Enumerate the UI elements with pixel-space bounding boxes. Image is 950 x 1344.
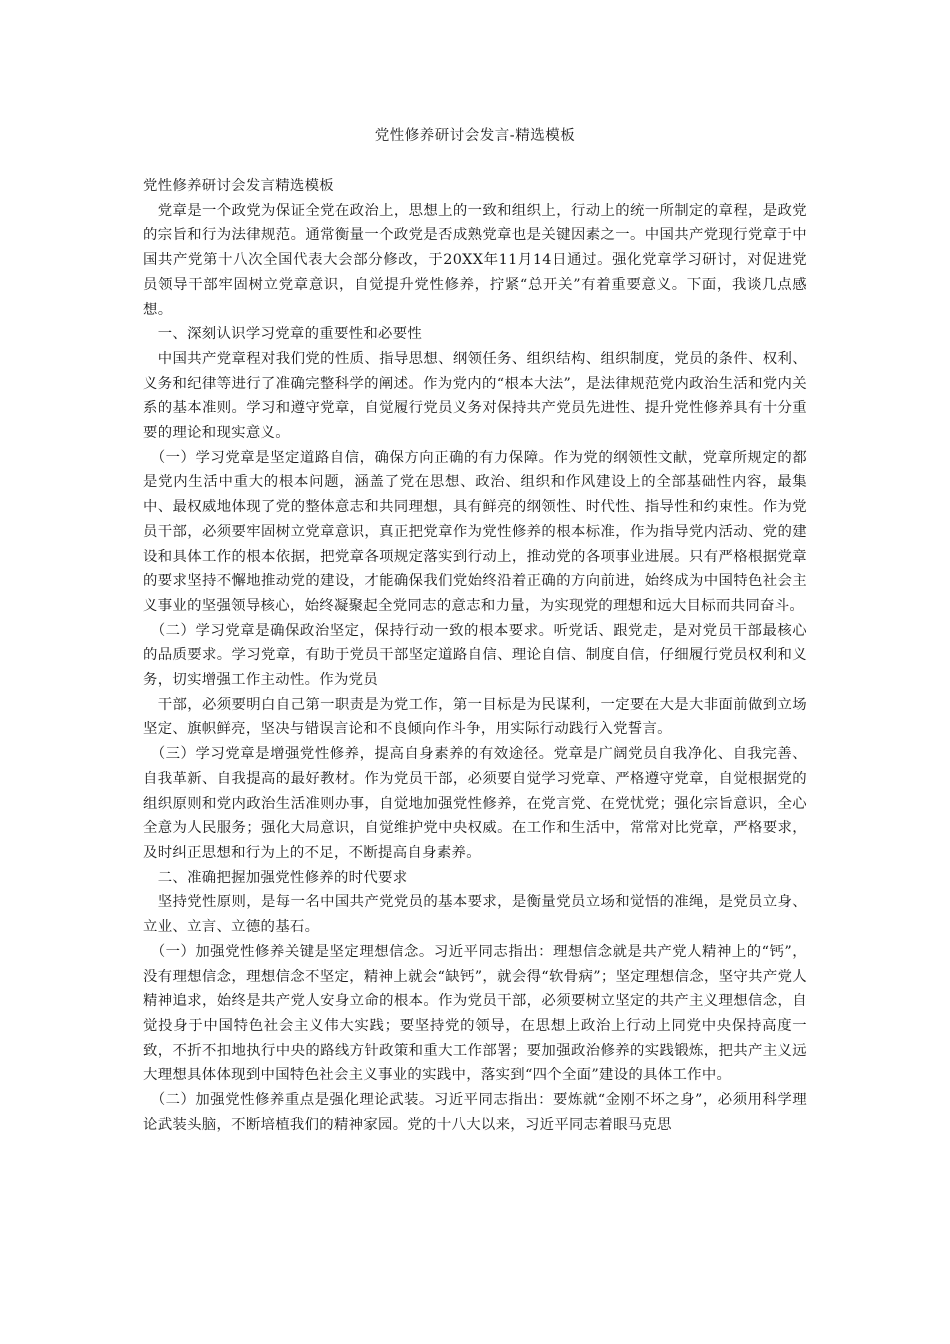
paragraph-section-1-point-1: （一）学习党章是坚定道路自信，确保方向正确的有力保障。作为党的纲领性文献，党章所规定的都是党内生活中重大的根本问题，涵盖了党在思想、政治、组织和作风建设上的全部基础性内容，最集中、最权威地体现了党的整体意志和共同理想，具有鲜亮的纲领性、时代性、指导性和约束性。作为党员干部，必须要牢固树立党章意识，真正把党章作为党性修养的根本标准，作为指导党内活动、党的建设和具体工作的根本依据，把党章各项规定落实到行动上，推动党的各项事业进展。只有严格根据党章的要求坚持不懈地推动党的建设，才能确保我们党始终沿着正确的方向前进，始终成为中国特色社会主义事业的坚强领导核心，始终凝聚起全党同志的意志和力量，为实现党的理想和远大目标而共同奋斗。 xyxy=(143,449,807,614)
paragraph-section-2: 坚持党性原则，是每一名中国共产党党员的基本要求，是衡量党员立场和觉悟的准绳，是党员立身、立业、立言、立德的基石。 xyxy=(143,894,807,936)
paragraph-section-1-point-2-cont: 干部，必须要明白自己第一职责是为党工作，第一目标是为民谋利，一定要在大是大非面前做到立场坚定、旗帜鲜亮，坚决与错误言论和不良倾向作斗争，用实际行动践行入党誓言。 xyxy=(143,696,807,738)
document-subtitle: 党性修养研讨会发言精选模板 xyxy=(143,178,334,194)
document-page xyxy=(143,118,807,1137)
paragraph-section-1-point-2: （二）学习党章是确保政治坚定，保持行动一致的根本要求。听党话、跟党走，是对党员干部最核心的品质要求。学习党章，有助于党员干部坚定道路自信、理论自信、制度自信，仔细履行党员权利和义务，切实增强工作主动性。作为党员 xyxy=(143,622,807,689)
paragraph-section-2-point-1: （一）加强党性修养关键是坚定理想信念。习近平同志指出：理想信念就是共产党人精神上的“钙”，没有理想信念，理想信念不坚定，精神上就会“缺钙”，就会得“软骨病”；坚定理想信念，坚守共产党人精神追求，始终是共产党人安身立命的根本。作为党员干部，必须要树立坚定的共产主义理想信念，自觉投身于中国特色社会主义伟大实践；要坚持党的领导，在思想上政治上行动上同党中央保持高度一致，不折不扣地执行中央的路线方针政策和重大工作部署；要加强政治修养的实践锻炼，把共产主义远大理想具体体现到中国特色社会主义事业的实践中，落实到“四个全面”建设的具体工作中。 xyxy=(143,943,807,1084)
heading-section-1: 一、深刻认识学习党章的重要性和必要性 xyxy=(143,326,423,343)
paragraph-intro: 党章是一个政党为保证全党在政治上，思想上的一致和组织上，行动上的统一所制定的章程，是政党的宗旨和行为法律规范。通常衡量一个政党是否成熟党章也是关键因素之一。中国共产党现行党章于中国共产党第十八次全国代表大会部分修改，于20XX年11月14日通过。强化党章学习研讨，对促进党员领导干部牢固树立党章意识，自觉提升党性修养，拧紧“总开关”有着重要意义。下面，我谈几点感想。 xyxy=(143,202,807,318)
document-title: 党性修养研讨会发言-精选模板 xyxy=(374,128,576,144)
paragraph-section-2-point-2: （二）加强党性修养重点是强化理论武装。习近平同志指出：要炼就“金刚不坏之身”，必须用科学理论武装头脑，不断培植我们的精神家园。党的十八大以来，习近平同志着眼马克思 xyxy=(143,1092,807,1133)
paragraph-section-1-point-3: （三）学习党章是增强党性修养，提高自身素养的有效途径。党章是广阔党员自我净化、自我完善、自我革新、自我提高的最好教材。作为党员干部，必须要自觉学习党章、严格遵守党章，自觉根据党的组织原则和党内政治生活准则办事，自觉地加强党性修养，在党言党、在党忧党；强化宗旨意识，全心全意为人民服务；强化大局意识，自觉维护党中央权威。在工作和生活中，常常对比党章，严格要求，及时纠正思想和行为上的不足，不断提高自身素养。 xyxy=(143,746,807,861)
heading-section-2: 二、准确把握加强党性修养的时代要求 xyxy=(143,869,408,886)
paragraph-section-1: 中国共产党章程对我们党的性质、指导思想、纲领任务、组织结构、组织制度，党员的条件、权利、义务和纪律等进行了准确完整科学的阐述。作为党内的“根本大法”，是法律规范党内政治生活和党内关系的基本准则。学习和遵守党章，自觉履行党员义务对保持共产党员先进性、提升党性修养具有十分重要的理论和现实意义。 xyxy=(143,350,807,442)
